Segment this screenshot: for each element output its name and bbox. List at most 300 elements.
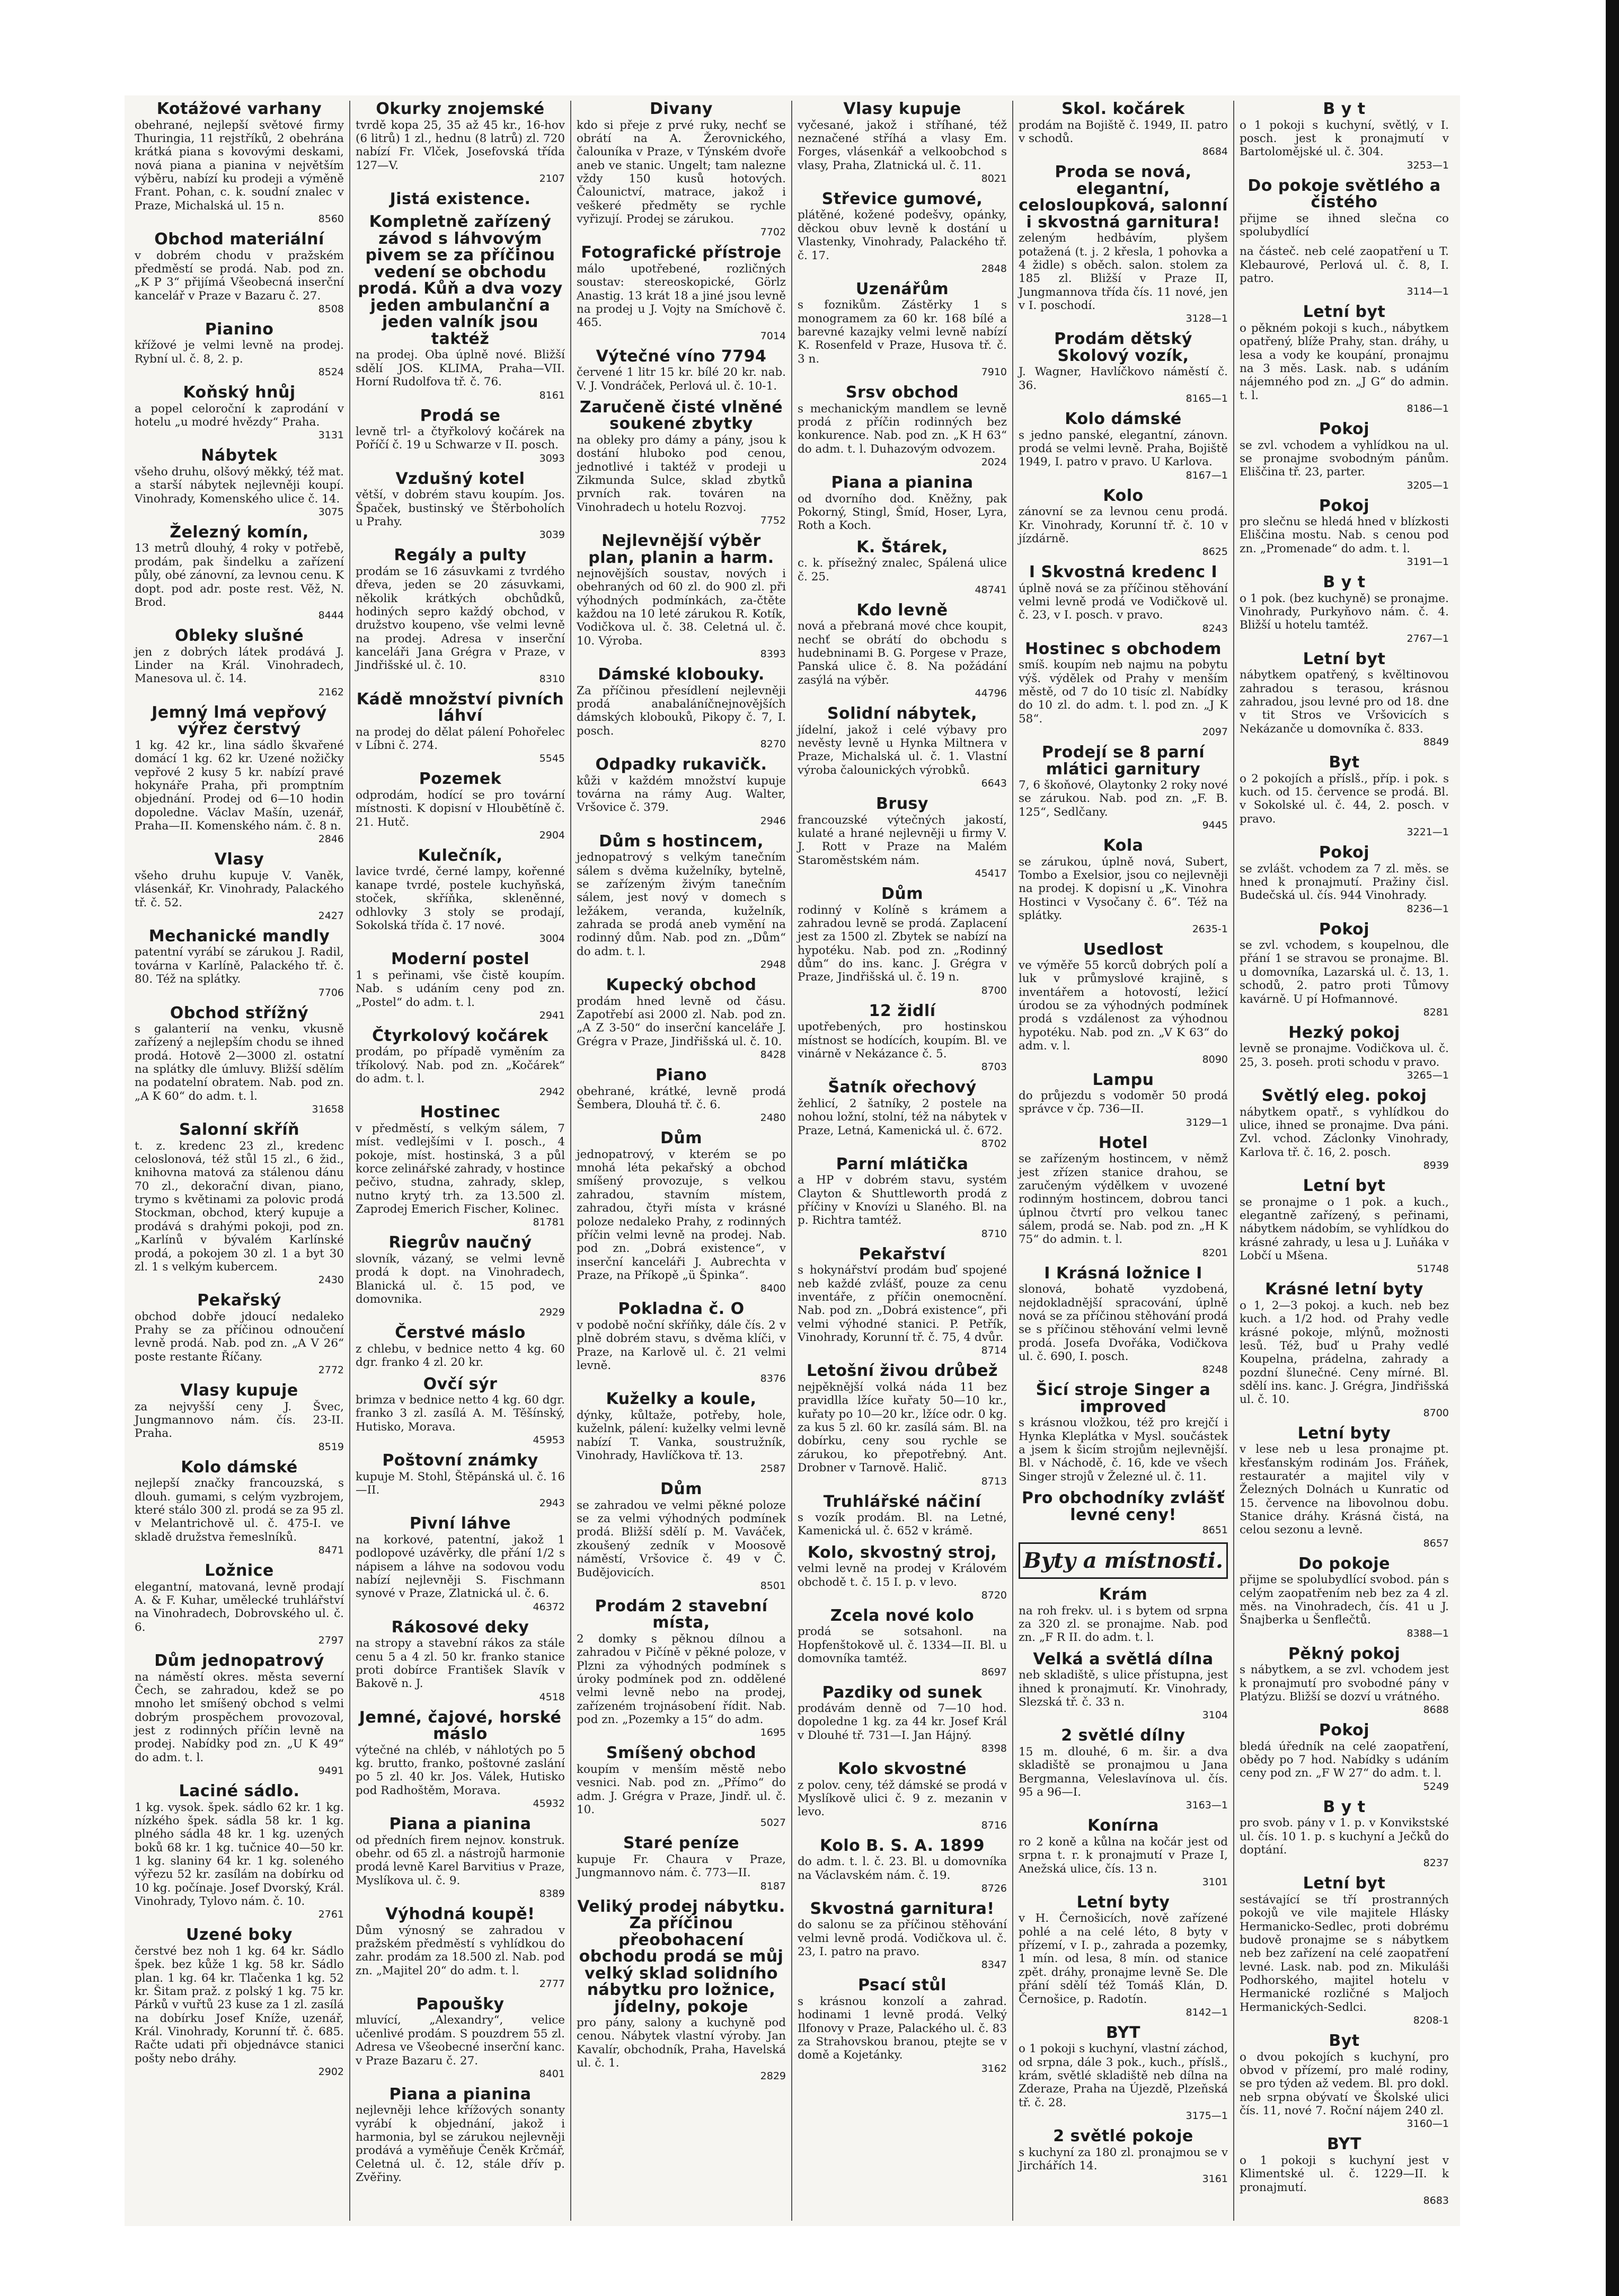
- ad-text: z polov. ceny, též dámské se prodá v Myslíkově ulici č. 9 z. mezanin v levo.: [798, 1778, 1007, 1819]
- ad-number: 3160—1: [1406, 2118, 1449, 2130]
- ad-heading: Prodám 2 stavební místa,: [595, 1596, 768, 1632]
- ad-number: 2902: [318, 2066, 344, 2078]
- ad-heading: Solidní nábytek,: [827, 704, 977, 723]
- ad-text: v podobě noční skříňky, dále čís. 2 v plně dobrém stavu, s dvěma klíči, v Praze, na Karlově ul. č. 21 velmi levně.: [577, 1318, 786, 1372]
- ad-number: 8524: [318, 366, 344, 378]
- ad-heading: 12 židlí: [869, 1001, 936, 1020]
- ad-heading: Nábytek: [201, 446, 278, 465]
- ad-text: jednopatrový, v kterém se po mnohá léta pekařský a obchod smíšený provozuje, s velkou zahradou, stavním místem, zahradou, čtyři místa v krásné poloze nedaleko Prahy, z rodinných příčin velmi levně na prodej. Nab. pod zn. „Dobrá existence“, v inserční kanceláři J. Aubrechta v Praze, na Příkopě „ü Špinka“.: [577, 1147, 786, 1282]
- classified-ad: [1019, 2128, 1228, 2185]
- ad-heading: K. Štárek,: [856, 537, 948, 557]
- classified-ad: [1019, 331, 1228, 404]
- ad-text: na náměstí okres. města severní Čech, se zahradou, kdež se po mnoho let smíšený obchod s velmi dobrým prospěchem provozoval, jest z rodinných příčin levně na prodej. Nabídky pod zn. „U K 49“ do adm. t. l.: [135, 1670, 344, 1764]
- ad-heading: Dámské klobouky.: [598, 665, 765, 684]
- ad-number: 8021: [981, 172, 1007, 184]
- classified-ad: [577, 348, 786, 393]
- classified-ad: [356, 771, 565, 841]
- ad-number: 2943: [539, 1497, 565, 1509]
- classified-ad: [1019, 1894, 1228, 2018]
- ad-number: 3162: [981, 2062, 1007, 2074]
- ad-number: 8713: [981, 1475, 1007, 1487]
- ad-number: 8237: [1423, 1857, 1449, 1869]
- ad-text: na stropy a stavební rákos za stále cenu 5 a 4 zl. 50 kr. franko stanice proti dobírce František Slavík v Bakově n. J.: [356, 1637, 565, 1691]
- ad-text: prodám se 16 zásuvkami z tvrdého dřeva, jeden se 20 zásuvkami, několik krátkých obchůdků, hodiných sepro každý obchod, v družstvo koupeno, vše velmi levně na prodej. Adresa v inserční kanceláři Jana Grégra v Praze, v Jindřišské ul. č. 10.: [356, 564, 565, 673]
- ad-number: 3093: [539, 452, 565, 464]
- ad-text: slovník, vázaný, se velmi levně prodá k dopt. na Vinohradech, Blanická ul. č. 15 pod, ve domovnika.: [356, 1252, 565, 1306]
- classified-ad: [798, 474, 1007, 533]
- ad-number: 2761: [318, 1909, 344, 1921]
- ad-number: 8165—1: [1186, 393, 1228, 405]
- classified-ad: [1240, 245, 1449, 297]
- ad-text: nábytkem opatř., s vyhlídkou do ulice, ihned se pronajme. Dva páni. Zvl. vchod. Záclonky Vinohrady, Karlova tř. č. 16, 2. posch.: [1240, 1105, 1449, 1159]
- ad-number: 3163—1: [1186, 1799, 1228, 1812]
- ad-text: jen z dobrých látek prodává J. Linder na Král. Vinohradech, Manesova ul. č. 14.: [135, 645, 344, 686]
- classified-ad: [1240, 1722, 1449, 1792]
- ad-number: 8270: [760, 738, 786, 750]
- ad-number: 3101: [1202, 1876, 1228, 1888]
- classified-ad: [577, 101, 786, 238]
- ad-heading: Kádě množství pivních láhví: [356, 690, 564, 726]
- ad-text: elegantní, matovaná, levně prodají A. & F. Kuhar, umělecké truhlářství na Vinohradech, Dobrovského ul. č. 6.: [135, 1580, 344, 1634]
- ad-heading: Dům jednopatrový: [154, 1652, 324, 1671]
- ad-text: s jedno panské, elegantní, zánovn. prodá se velmi levně. Praha, Bojiště 1949, I. patro v pravo. U Karlova.: [1019, 428, 1228, 469]
- ad-text: o 1 pokoji s kuchyní, vlastní záchod, od srpna, dále 3 pok., kuch., příslš., krám, světlé skladiště neb dílna na Zderaze, Praha na Újezdě, Plzeňská tř. č. 28.: [1019, 2042, 1228, 2109]
- ad-heading: Krám: [1099, 1585, 1148, 1604]
- ad-heading: Čerstvé máslo: [395, 1323, 526, 1343]
- ad-heading: Piana a pianina: [831, 473, 974, 492]
- ad-number: 3039: [539, 529, 565, 541]
- ad-heading: Kotážové varhany: [156, 101, 322, 118]
- ad-text: ro 2 koně a kůlna na kočár jest od srpna t. r. k pronajmutí v Praze I, Anežská ulice, čís. 13 n.: [1019, 1835, 1228, 1876]
- classified-ad: [1240, 1646, 1449, 1716]
- classified-ad: [135, 1459, 344, 1556]
- classified-ad: [577, 399, 786, 526]
- ad-text: přijme se spolubydlící svobod. pán s celým zaopatřením neb bez za 4 zl. měs. na Vinohradech, čís. 41 u J. Šnajberka u Šenflečtů.: [1240, 1573, 1449, 1627]
- column-4: [791, 101, 1012, 2221]
- ad-heading: Jemné, čajové, horské máslo: [359, 1708, 562, 1744]
- ad-text: se zvl. vchodem a vyhlídkou na ul. se pronajme svobodným pánům. Eliščina tř. 23, parter.: [1240, 438, 1449, 479]
- ad-number: 44796: [975, 687, 1007, 700]
- ad-heading: Okurky znojemské: [376, 101, 545, 118]
- ad-heading: Kompletně zařízený závod s láhvovým pivem se za příčinou vedení se obchodu prodá. Kůň a dva vozy jeden ambulanční a jeden valník jsou taktéž: [358, 213, 563, 348]
- ad-heading: Pokoj: [1319, 920, 1370, 939]
- ad-text: 1 kg. vysok. špek. sádlo 62 kr. 1 kg. nízkého špek. sádla 58 kr. 1 kg. plného sádla 48 kr. 1 kg. uzených boků 68 kr. 1 kg. tučnice 40—50 kr. 1 kg. slaniny 64 kr. 1 kg. soleného výřezu 52 kr. zasílám na dobírku od 10 kg. počínaje. Josef Dvorský, Král. Vinohrady, Tylovo nám. č. 10.: [135, 1800, 344, 1909]
- ad-heading: Pokoj: [1319, 496, 1370, 515]
- ad-heading: Byt: [1329, 2032, 1360, 2051]
- ad-text: všeho druhu kupuje V. Vaněk, vlásenkář, Kr. Vinohrady, Palackého tř. č. 52.: [135, 869, 344, 909]
- classified-ad: [577, 533, 786, 660]
- ad-text: kdo si přeje z prvé ruky, nechť se obrátí na A. Žerovnického, čalouníka v Praze, v Týnském dvoře aneb ve stanic. Ungelt; tam nalezne vždy 150 kusů hotových. Čalounictví, matrace, jakož i veškeré předměty se rychle vyřizují. Prodej se zárukou.: [577, 118, 786, 226]
- ad-number: 3175—1: [1186, 2110, 1228, 2122]
- ad-heading: Střevice gumové,: [821, 189, 983, 208]
- classified-ad: [798, 539, 1007, 596]
- ad-heading: Piana a pianina: [389, 2085, 532, 2104]
- ad-heading: Papoušky: [416, 1994, 505, 2014]
- ad-text: z chlebu, v bednice netto 4 kg. 60 dgr. franko 4 zl. 20 kr.: [356, 1342, 565, 1370]
- classified-ad: [1240, 1556, 1449, 1639]
- classified-ad: [135, 524, 344, 621]
- classified-ad: [135, 704, 344, 845]
- ad-number: 3104: [1202, 1709, 1228, 1721]
- ad-heading: Skvostná garnitura!: [810, 1899, 995, 1918]
- ad-text: na částeč. neb celé zaopatření u T. Klebaurové, Perlová ul. č. 8, I. patro.: [1240, 245, 1449, 286]
- ad-text: s mechanickým mandlem se levně prodá z příčin rodinných bez konkurence. Nab. pod zn. „K H 63“ do adm. t. l. Duhazovým odvozem.: [798, 402, 1007, 456]
- ad-number: 2948: [760, 959, 786, 971]
- ad-number: 2846: [318, 833, 344, 845]
- ad-number: 8651: [1202, 1524, 1228, 1536]
- ad-heading: Pazdiky od sunek: [822, 1683, 983, 1702]
- classified-ad: [356, 951, 565, 1021]
- ad-heading: Smíšený obchod: [606, 1744, 757, 1763]
- ad-number: 8393: [760, 648, 786, 660]
- ad-heading: Zaručeně čisté vlněné soukené zbytky: [579, 398, 783, 434]
- ad-number: 8236—1: [1406, 903, 1449, 915]
- ad-heading: Letní byt: [1303, 1874, 1386, 1893]
- ad-number: 8726: [981, 1882, 1007, 1894]
- ad-text: přijme se ihned slečna co spolubydlící: [1240, 211, 1449, 239]
- ad-number: 2430: [318, 1274, 344, 1286]
- classified-ad: [135, 928, 344, 999]
- ad-heading: Truhlářské náčiní: [823, 1492, 981, 1511]
- classified-ad: [1019, 1490, 1228, 1536]
- classified-ad: [1240, 2136, 1449, 2206]
- ad-text: sestávající se tří prostranných pokojů ve vile majitele Hlásky Hermanicko-Sedlec, proti dobrému budově pronajme se s nábytkem neb bez zařízení na celé zaopatření levné. Lask. nab. pod zn. Mikuláši Podhorského, majitel hotelu v Hermanické rozličné s Maljoch Hermanických-Sedlci.: [1240, 1893, 1449, 2014]
- ad-text: prodám, po případě vyměním za tříkolový. Nab. pod zn. „Kočárek“ do adm. t. l.: [356, 1045, 565, 1086]
- ad-number: 8710: [981, 1228, 1007, 1240]
- ad-heading: 2 světlé dílny: [1061, 1726, 1186, 1745]
- classified-ad: [356, 2086, 565, 2185]
- ad-text: kupuje Fr. Chaura v Praze, Jungmannovo nám. č. 773—II.: [577, 1852, 786, 1880]
- ad-text: prodám hned levně od čásu. Zapotřebí asi 2000 zl. Nab. pod zn. „A Z 3-50“ do inserční kanceláře J. Grégra v Praze, Jindřišská ul. č. 10.: [577, 994, 786, 1048]
- ad-number: 8186—1: [1406, 403, 1449, 415]
- classified-ad: [1240, 651, 1449, 748]
- ad-text: kupuje M. Stohl, Štěpánská ul. č. 16—II.: [356, 1470, 565, 1497]
- ad-number: 8428: [760, 1049, 786, 1061]
- ad-text: v H. Černošicích, nově zařízené pohlé a na celé léto, 8 byty v přízemí, v I. p., zahrada a pozemky, 1 mín. od lesa, 8 mín. od stanice zpět. dráhy, pronajme levně Se. Dle přání sdělí též Tomáš Klán, D. Černošice, p. Radotín.: [1019, 1912, 1228, 2006]
- ad-number: 2904: [539, 829, 565, 841]
- ad-heading: Pěkný pokoj: [1288, 1644, 1401, 1663]
- ad-text: pro slečnu se hledá hned v blízkosti Eliščina mostu. Nab. s cenou pod zn. „Promenade“ do adm. t. l.: [1240, 515, 1449, 555]
- classified-ad: [356, 1816, 565, 1900]
- ad-heading: Vlasy kupuje: [843, 101, 961, 118]
- ad-text: smíš. koupím neb najmu na pobytu výš. výdělek od Prahy v menším městě, od 7 do 10 tisíc zl. Nabídky do 10 zl. do adm. t. l. pod zn. „J K 58“.: [1019, 658, 1228, 726]
- classified-ad: [1019, 164, 1228, 324]
- classified-ad: [135, 628, 344, 698]
- ad-text: větší, v dobrém stavu koupím. Jos. Špaček, bustinský ve Štěrboholích u Prahy.: [356, 488, 565, 528]
- ad-heading: Vzdušný kotel: [395, 469, 525, 488]
- ad-text: zánovní se za levnou cenu prodá. Kr. Vinohrady, Korunní tř. č. 10 v jízdárně.: [1019, 505, 1228, 545]
- ad-heading: Kdo levně: [856, 601, 948, 620]
- ad-number: 8703: [981, 1061, 1007, 1073]
- ad-heading: I Krásná ložnice I: [1044, 1264, 1202, 1283]
- classified-ad: [798, 1003, 1007, 1073]
- ad-text: s galanterií na venku, vkusně zařízený a nejlepším chodu se ihned prodá. Hotově 2—3000 zl. ostatní na splátky dle úmluvy. Bližší sdělím na podatelní obratem. Nab. pod zn. „A K 60“ do adm. t. l.: [135, 1022, 344, 1103]
- ad-text: v dobrém chodu v pražském předměstí se prodá. Nab. pod zn. „K P 3“ přijímá Všeobecná inserční kancelář v Praze v Bazaru č. 27.: [135, 249, 344, 303]
- ad-text: 1 kg. 42 kr., lina sádlo škvařené domácí 1 kg. 62 kr. Uzené nožičky vepřové 2 kusy 5 kr. nabízí pravé hokynáře Praha, při promptním objednání. Prodej od 6—10 hodin dopoledne. Václav Mašín, uzenář, Praha—II. Komenského nám. č. 8 n.: [135, 738, 344, 833]
- classified-ad: [356, 1906, 565, 1990]
- ad-heading: Rákosové deky: [391, 1618, 529, 1637]
- ad-heading: Železný komín,: [170, 523, 309, 542]
- ad-number: 2107: [539, 172, 565, 184]
- ad-text: za nejvyšší ceny J. Švec, Jungmannovo nám. čís. 23-II. Praha.: [135, 1400, 344, 1441]
- ad-number: 2162: [318, 686, 344, 698]
- ad-text: upotřebených, pro hostinskou místnost se hodících, koupím. Bl. ve vinárně v Nekázance č. 5.: [798, 1020, 1007, 1061]
- ad-heading: Obchod střížný: [170, 1003, 309, 1022]
- scan-edge: [1606, 0, 1619, 2296]
- classified-ad: [135, 1292, 344, 1376]
- ad-number: 8388—1: [1406, 1627, 1449, 1639]
- classified-ad: [1240, 1281, 1449, 1418]
- classified-ad: [577, 1130, 786, 1294]
- ad-heading: B y t: [1323, 1797, 1366, 1816]
- ad-heading: Obleky slušné: [174, 626, 304, 646]
- ad-number: 5249: [1423, 1780, 1449, 1792]
- classified-ad: [798, 705, 1007, 789]
- classified-ad: [798, 1156, 1007, 1240]
- ad-text: bledá úředník na celé zaopatření, obědy po 7 hod. Nabídky s udáním ceny pod zn. „F W 27“ do adm. t. l.: [1240, 1739, 1449, 1780]
- classified-ad: [577, 1301, 786, 1384]
- classified-ad: [1019, 1382, 1228, 1483]
- classified-ad: [356, 1028, 565, 1098]
- ad-text: od předních firem nejnov. konstruk. obehr. od 65 zl. a nástrojů harmonie prodá levně Karel Barvitius v Praze, Myslíkova ul. č. 9.: [356, 1833, 565, 1887]
- ad-number: 8849: [1423, 736, 1449, 748]
- ad-text: se zvl. vchodem, s koupelnou, dle přání 1 se stravou se pronajme. Bl. u domovníka, Lazarská ul. č. 13, 1. schodů, 2. patro proti Tůmovy kavárně. U pí Hofmannové.: [1240, 939, 1449, 1006]
- ad-text: prodá se sotsahonl. na Hopfenštokově ul. č. 1334—II. Bl. u domovníka tamtéž.: [798, 1625, 1007, 1666]
- ad-number: 8700: [981, 984, 1007, 996]
- column-3: [570, 101, 791, 2221]
- classified-ad: [798, 1838, 1007, 1894]
- classified-ad: [1240, 304, 1449, 414]
- column-5: [1012, 101, 1233, 2221]
- ad-number: 7752: [760, 515, 786, 527]
- ad-text: křížové je velmi levně na prodej. Rybní ul. č. 8, 2. p.: [135, 339, 344, 366]
- ad-text: brimza v bednice netto 4 kg. 60 dgr. franko 3 zl. zasílá A. M. Těšínský, Hutisko, Morava.: [356, 1393, 565, 1434]
- classified-ad: [1019, 1651, 1228, 1721]
- ad-number: 8519: [318, 1441, 344, 1453]
- classified-ad: [1019, 564, 1228, 634]
- ad-heading: Ovčí sýr: [423, 1374, 498, 1393]
- ad-text: 13 metrů dlouhý, 4 roky v potřebě, prodám, pak šindelku a zařízení půly, obé zánovní, za levnou cenu. K dopt. pod adr. poste rest. Věž, N. Brod.: [135, 542, 344, 609]
- ad-text: s krásnou vložkou, též pro krejčí i Hynka Kleplátka v Mysl. součástek a jsem k šicím strojům nejlevnější. Bl. v Náchodě, č. 16, kde ve všech Singer strojů v Železné ul. č. 11.: [1019, 1416, 1228, 1483]
- ad-number: 2772: [318, 1364, 344, 1376]
- ad-number: 81781: [533, 1216, 565, 1229]
- classified-ad: [135, 1927, 344, 2078]
- ad-heading: Piano: [656, 1066, 707, 1085]
- ad-heading: Veliký prodej nábytku. Za příčinou přeobohacení obchodu prodá se můj velký sklad solidního nábytku pro ložnice, jídelny, pokoje: [577, 1897, 785, 2016]
- classified-ad: [135, 851, 344, 922]
- ad-number: 8625: [1202, 546, 1228, 558]
- ad-heading: Kolo B. S. A. 1899: [820, 1836, 985, 1855]
- ad-text: prodám na Bojiště č. 1949, II. patro v schodů.: [1019, 118, 1228, 145]
- classified-ad: [356, 1324, 565, 1369]
- classified-ad: [356, 1376, 565, 1446]
- ad-heading: Letní byt: [1303, 303, 1386, 322]
- ad-heading: Pro obchodníky zvlášť levné ceny!: [1022, 1489, 1225, 1524]
- ad-number: 8281: [1423, 1006, 1449, 1018]
- ad-text: s hokynářství prodám buď spojené neb každé zvlášť, pouze za cenu inventáře, z příčin onemocnění. Nab. pod zn. „Dobrá existence“, při velmi výhodné stanici. P. Petřík, Vinohrady, Korunní tř. č. 75, 4 dvůr.: [798, 1264, 1007, 1345]
- ad-text: nejlepší značky francouzská, s dlouh. gumami, s celým vyzbrojem, které stálo 300 zl. prodá se za 95 zl. v Melantrichově ul. č. 475-I. ve skladě družstva řemeslníků.: [135, 1477, 344, 1544]
- ad-text: v předměstí, s velkým sálem, 7 míst. vedlejšími v I. posch., 4 pokoje, míst. hostinská, 3 a půl korce zelinářské zahrady, v hostince pečivo, studna, zahrady, sklep, nutno krytý trh. za 13.500 zl. Zaprodej Emerich Fischer, Kolinec.: [356, 1121, 565, 1216]
- classified-ad: [1240, 844, 1449, 915]
- classified-ad: [1240, 1025, 1449, 1081]
- ad-heading: BYT: [1327, 2135, 1361, 2154]
- ad-heading: Dům: [660, 1480, 703, 1499]
- ad-number: 6643: [981, 778, 1007, 790]
- ad-number: 2941: [539, 1009, 565, 1021]
- ad-text: lavice tvrdé, černé lampy, kořenné kanape tvrdé, postele kuchyňská, stoček, skříňka, skleněnné, odhlovky 3 stoly se prodají, Sokolská třída č. 17 nové.: [356, 865, 565, 932]
- classified-ad: [356, 1515, 565, 1612]
- ad-heading: Hotel: [1098, 1133, 1148, 1152]
- ad-text: o 1 pokoji s kuchyní, světlý, v I. posch. jest k pronajmutí v Bartolomějské ul. č. 304.: [1240, 118, 1449, 159]
- ad-number: 8444: [318, 610, 344, 622]
- ad-text: s krásnou konzolí a zahrad. hodinami 1 levně prodá. Velký Ilfonovy v Praze, Palackého ul. č. 83 za Strahovskou branou, ptejte se v domě a Kojetánky.: [798, 1994, 1007, 2062]
- ad-text: se zárukou, úplně nová, Subert, Tombo a Exelsior, jsou co nejlevněji na prodej. K dopisní u „K. Vinohra Hostinci v Vysočany č. 6“. Též na splátky.: [1019, 855, 1228, 923]
- ad-number: 2767—1: [1406, 632, 1449, 644]
- classified-ad: [798, 384, 1007, 468]
- ad-text: 15 m. dlouhé, 6 m. šir. a dva skladiště se pronajmou u Jana Bergmanna, Veleslavínova ul. čís. 95 a 96—I.: [1019, 1745, 1228, 1799]
- ad-heading: Pokoj: [1319, 420, 1370, 439]
- ad-number: 45417: [975, 868, 1007, 880]
- column-2: [349, 101, 570, 2221]
- ad-heading: Obchod materiální: [154, 230, 324, 249]
- ad-heading: Šicí stroje Singer a improved: [1036, 1381, 1211, 1416]
- ad-heading: Piana a pianina: [389, 1815, 532, 1834]
- classified-ad: [1240, 1875, 1449, 2026]
- classified-ad: [1019, 1135, 1228, 1259]
- classified-ad: [356, 1996, 565, 2080]
- ad-heading: 2 světlé pokoje: [1053, 2127, 1193, 2146]
- ad-text: žehlicí, 2 šatníky, 2 postele na nohou ložní, stolní, též na nábytek v Praze, Letná, Kamenická ul. č. 672.: [798, 1097, 1007, 1137]
- ad-text: mluvící, „Alexandry“, velice učenlivé prodám. S pouzdrem 55 zl. Adresa ve Všeobecné inserční kanc. v Praze Bazaru č. 27.: [356, 2014, 565, 2068]
- classified-ad: [1240, 1178, 1449, 1275]
- ad-heading: Pokoj: [1319, 843, 1370, 862]
- classified-ad: [1240, 1425, 1449, 1549]
- ad-text: s vozík prodám. Bl. na Letné, Kamenická ul. č. 652 v krámě.: [798, 1511, 1007, 1538]
- ad-number: 8208-1: [1413, 2015, 1449, 2027]
- ad-number: 3075: [318, 506, 344, 518]
- classified-columns: [129, 101, 1454, 2221]
- classified-ad: [577, 756, 786, 827]
- classified-ad: [577, 1067, 786, 1124]
- classified-ad: [1019, 837, 1228, 934]
- ad-text: a popel celoroční k zaprodání v hotelu „u modré hvězdy“ Praha.: [135, 402, 344, 429]
- classified-ad: [1019, 1265, 1228, 1376]
- ad-number: 46372: [533, 1601, 565, 1613]
- ad-text: 2 domky s pěknou dílnou a zahradou v Pičíně v pěkné poloze, v Plzni za výhodných podmínek s úroky podmínek pod zn. oddělené velmi levně nebo na prodej, zařízeném trojnásobení řídit. Nab. pod zn. „Pozemky a 15“ do adm.: [577, 1632, 786, 1727]
- ad-heading: Ložnice: [205, 1561, 274, 1580]
- classified-ad: [577, 1898, 786, 2082]
- ad-heading: Kolo, skvostný stroj,: [807, 1543, 997, 1562]
- ad-text: Za příčinou přesídlení nejlevněji prodá anabaláníčnejnovějších dámských klobouků, Pikopy č. 7, I. posch.: [577, 684, 786, 738]
- classified-ad: [1240, 101, 1449, 171]
- ad-heading: Jemný lmá vepřový výřez čerstvý: [152, 703, 327, 739]
- ad-number: 8243: [1202, 622, 1228, 634]
- classified-ad: [135, 384, 344, 441]
- ad-text: c. k. přísežný znalec, Spálená ulice č. 25.: [798, 557, 1007, 584]
- classified-ad: [1240, 921, 1449, 1018]
- ad-number: 5545: [539, 753, 565, 765]
- ad-number: 45953: [533, 1434, 565, 1446]
- ad-heading: Moderní postel: [391, 950, 530, 969]
- ad-text: J. Wagner, Havlíčkovo náměstí č. 36.: [1019, 365, 1228, 392]
- ad-heading: Psací stůl: [858, 1976, 946, 1995]
- ad-text: málo upotřebené, rozličných soustav: stereoskopické, Görlz Anastig. 13 krát 18 a jiné jsou levně na prodej u J. Vojty na Smíchově č. 465.: [577, 262, 786, 330]
- classified-ad: [798, 191, 1007, 275]
- ad-heading: Odpadky rukavičk.: [595, 755, 767, 774]
- ad-heading: Kola: [1103, 836, 1144, 855]
- ad-number: 8508: [318, 303, 344, 315]
- classified-ad: [135, 101, 344, 225]
- ad-number: 9491: [318, 1765, 344, 1777]
- ad-heading: Pianino: [205, 320, 274, 339]
- ad-text: kůži v každém množství kupuje továrna na rámy Aug. Walter, Vršovice č. 379.: [577, 774, 786, 815]
- ad-text: s foznikům. Zástěrky 1 s monogramem za 60 kr. 168 bílé a barevné kazajky velmi levně nabízí K. Rosenfeld v Praze, Husova tř. č. 3 n.: [798, 298, 1007, 366]
- ad-number: 8142—1: [1186, 2006, 1228, 2018]
- ad-text: nejnovějších soustav, nových i obehraných od 60 zl. do 900 zl. při výhodných podmínkách, za-čtěte každou na 10 leté zárukou R. Kotík, Vodičkova ul. č. 38. Celetná ul. č. 10. Výroba.: [577, 567, 786, 648]
- classified-ad: [356, 101, 565, 184]
- ad-number: 8688: [1423, 1704, 1449, 1716]
- ad-heading: Salonní skříň: [179, 1120, 299, 1140]
- ad-text: se zařízeným hostincem, v němž jest zřízen stanice drahou, se zaručeným výdělkem v uvozené rodinným hostincem, dobrou tanci úplnou čtvrtí pro velkou tanec sálem, prodá se. Nab. pod zn. „H K 75“ do admin. t. l.: [1019, 1152, 1228, 1247]
- ad-heading: Kulečník,: [418, 846, 503, 865]
- classified-ad: [135, 231, 344, 315]
- classified-ad: [1019, 941, 1228, 1065]
- ad-heading: Světlý eleg. pokoj: [1261, 1087, 1427, 1106]
- ad-text: na roh frekv. ul. i s bytem od srpna za 320 zl. se pronajme. Nab. pod zn. „F R II. do adm. t. l.: [1019, 1604, 1228, 1645]
- ad-text: o 1 pokoji s kuchyní jest v Klimentské ul. č. 1229—II. k pronajmutí.: [1240, 2153, 1449, 2194]
- ad-text: výtečné na chléb, v náhlotých po 5 kg. brutto, franko, poštovné zaslání po 5 zl. 40 kr. Jos. Válek, Hutisko pod Radhoštěm, Morava.: [356, 1743, 565, 1797]
- classified-ad: [798, 1901, 1007, 1971]
- ad-text: levně trl- a čtyřkolový kočárek na Poříčí č. 19 u Schwarze v II. posch.: [356, 425, 565, 452]
- classified-ad: [1019, 1727, 1228, 1811]
- ad-text: odprodám, hodící se pro tovární místnosti. K dopisní v Hloubětíně č. 21. Hutč.: [356, 788, 565, 829]
- ad-number: 8389: [539, 1888, 565, 1900]
- ad-text: na obleky pro dámy a pány, jsou k dostání hluboko pod cenou, jednotlivé i taktéž v prodeji u Zikmunda Sulce, sklad zbytků prvních rak. továren na Vinohradech u hotelu Rozvoj.: [577, 433, 786, 514]
- ad-text: 7, 6 škoňové, Olaytonky 2 roky nové se zárukou. Nab. pod zn. „F. B. 125“, Sedlčany.: [1019, 779, 1228, 819]
- classified-ad: [356, 1234, 565, 1318]
- ad-number: 8657: [1423, 1537, 1449, 1549]
- ad-number: 2942: [539, 1086, 565, 1098]
- classified-ad: [135, 1382, 344, 1453]
- ad-text: a HP v dobrém stavu, systém Clayton & Shuttleworth prodá z příčiny v Knovízi u Slaného. Bl. na p. Richtra tamtéž.: [798, 1173, 1007, 1228]
- ad-text: do salonu se za příčinou stěhování velmi levně prodá. Vodičkova ul. č. 23, I. patro na pravo.: [798, 1918, 1007, 1959]
- classified-ad: [1019, 1586, 1228, 1645]
- ad-heading: Dům: [660, 1129, 703, 1148]
- ad-number: 8201: [1202, 1247, 1228, 1259]
- ad-heading: Hezký pokoj: [1288, 1023, 1400, 1042]
- ad-heading: Kolo dámské: [181, 1458, 298, 1477]
- ad-heading: Kuželky a koule,: [606, 1390, 757, 1409]
- ad-text: do adm. t. l. č. 23. Bl. u domovníka na Václavském nám. č. 19.: [798, 1855, 1007, 1882]
- classified-ad: [577, 1835, 786, 1892]
- ad-heading: Koňský hnůj: [183, 383, 296, 402]
- ad-text: dýnky, kůltaže, potřeby, hole, kuželnk, pálení: kuželky velmi levně nabízí T. Vanka, soustružník, Vinohrady, Havlíčkova tř. 13.: [577, 1408, 786, 1462]
- classified-ad: [798, 281, 1007, 378]
- ad-number: 1695: [760, 1727, 786, 1739]
- ad-text: na korkové, patentní, jakož 1 podlopové uzávěrky, dle přání 1/2 s nápisem a láhve na sodovou vodu nabízí nejlevněji S. Fischmann synové v Praze, Zlatnická ul. č. 6.: [356, 1533, 565, 1601]
- ad-number: 8400: [760, 1283, 786, 1295]
- ad-heading: Kupecký obchod: [606, 976, 757, 995]
- ad-number: 2635-1: [1192, 923, 1228, 935]
- classified-ad: [798, 796, 1007, 879]
- ad-number: 8471: [318, 1544, 344, 1557]
- ad-heading: Poštovní známky: [382, 1451, 538, 1470]
- ad-text: Dům výnosný se zahradou v pražském předměstí s vyhlídkou do zahr. prodám za 18.500 zl. Nab. pod zn. „Majitel 20“ do adm. t. l.: [356, 1923, 565, 1977]
- ad-heading: B y t: [1323, 573, 1366, 592]
- classified-ad: [1240, 754, 1449, 838]
- ad-heading: Dům s hostincem,: [599, 832, 764, 851]
- classified-ad: [1019, 2025, 1228, 2122]
